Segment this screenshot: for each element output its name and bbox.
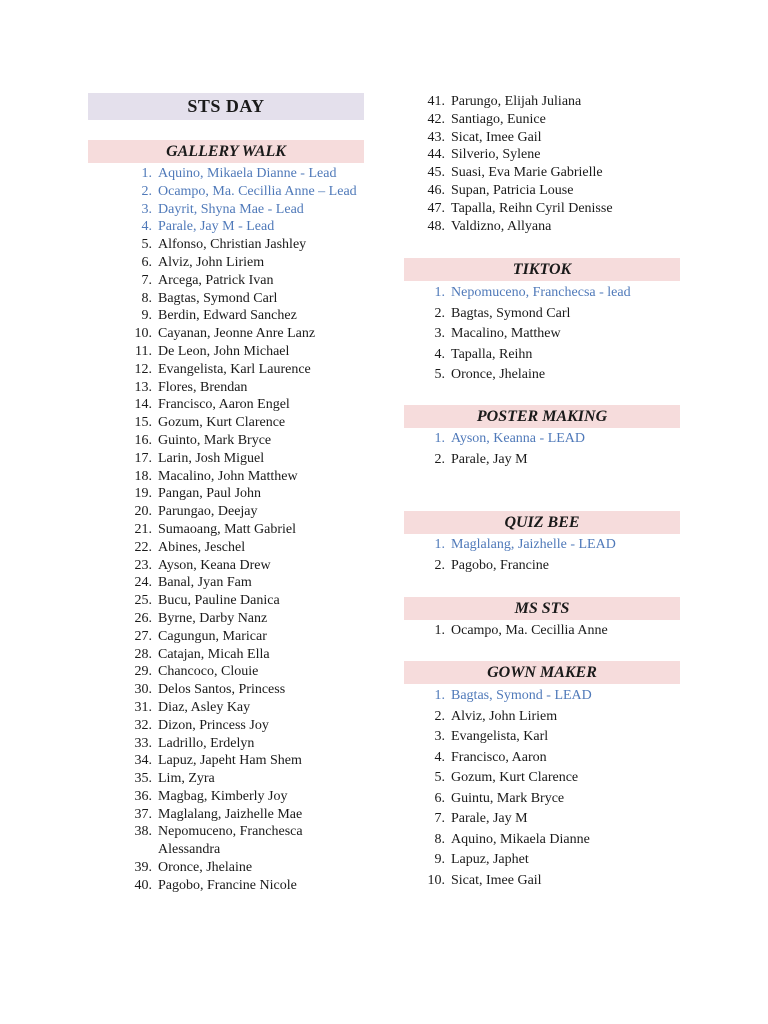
list-item-number: 2. <box>434 305 445 321</box>
list-item-number: 27. <box>134 628 152 644</box>
list-item-number: 2. <box>434 708 445 724</box>
list-item <box>381 365 681 386</box>
list-item-name: Bagtas, Symond Carl <box>451 305 571 321</box>
list-item-name: Ocampo, Ma. Cecillia Anne <box>451 623 608 638</box>
list-item-name: Lapuz, Japeht Ham Shem <box>158 753 302 769</box>
list-item <box>88 379 364 397</box>
list-item <box>88 236 364 254</box>
list-item-name: Sicat, Imee Gail <box>451 129 542 145</box>
list-item-number: 18. <box>134 468 152 484</box>
list-item-name: Ocampo, Ma. Cecillia Anne – Lead <box>158 183 357 199</box>
list-item-number: 5. <box>434 770 445 785</box>
list-item-number: 42. <box>427 111 445 127</box>
list-item <box>88 752 364 770</box>
list-item <box>88 307 364 325</box>
list-item <box>381 345 681 366</box>
list-item <box>88 272 364 290</box>
list-item-number: 24. <box>134 575 152 591</box>
list-item-name: Lim, Zyra <box>158 771 215 787</box>
list-item-name: Larin, Josh Miguel <box>158 450 265 466</box>
list-item-number: 3. <box>434 729 445 744</box>
list-item-number: 1. <box>434 688 445 703</box>
list-item-name: Abines, Jeschel <box>158 539 246 555</box>
list-item <box>381 146 681 164</box>
list-item-name: De Leon, John Michael <box>158 343 290 359</box>
list-item-number: 6. <box>434 790 445 806</box>
list-item-number: 22. <box>134 539 152 555</box>
list-item-number: 5. <box>141 237 152 253</box>
list-item-name: Magbag, Kimberly Joy <box>158 788 288 804</box>
list-item <box>381 809 681 830</box>
list-item-number: 16. <box>134 432 152 448</box>
list-item-number: 44. <box>427 147 445 163</box>
list-item-name: Pangan, Paul John <box>158 486 262 502</box>
list-item-number: 35. <box>134 771 152 787</box>
list-item-name: Valdizno, Allyana <box>451 218 552 234</box>
list-item-name: Tapalla, Reihn <box>451 346 533 362</box>
list-item-number: 2. <box>141 183 152 199</box>
list-item-name: Parale, Jay M <box>451 451 528 467</box>
list-item-number: 1. <box>434 431 445 446</box>
list-item <box>88 361 364 379</box>
list-item-number: 34. <box>134 753 152 769</box>
list-item-number: 46. <box>427 182 445 198</box>
list-item-name: Berdin, Edward Sanchez <box>158 308 297 324</box>
list-item-number: 20. <box>134 504 152 520</box>
section-heading-ms-sts: MS STS <box>404 597 680 620</box>
gallery-walk-list <box>88 165 364 895</box>
list-item-name: Evangelista, Karl Laurence <box>158 361 311 377</box>
list-item-name: Gozum, Kurt Clarence <box>451 770 579 785</box>
list-item-number: 45. <box>427 165 445 181</box>
list-item-name: Bucu, Pauline Danica <box>158 593 280 609</box>
list-item <box>88 254 364 272</box>
list-item-number: 1. <box>434 285 445 300</box>
list-item-name: Cagungun, Maricar <box>158 628 267 644</box>
list-item-number: 15. <box>134 415 152 431</box>
page-title: STS DAY <box>88 93 364 120</box>
list-item-name: Santiago, Eunice <box>451 111 546 127</box>
list-item-name: Alviz, John Liriem <box>451 708 558 724</box>
list-item <box>88 485 364 503</box>
list-item <box>381 686 681 707</box>
list-item-name: Suasi, Eva Marie Gabrielle <box>451 165 603 181</box>
list-item-name: Maglalang, Jaizhelle - LEAD <box>451 537 616 552</box>
list-item-name: Francisco, Aaron Engel <box>158 397 290 413</box>
list-item-name: Oronce, Jhelaine <box>158 860 253 876</box>
list-item-number: 4. <box>434 346 445 362</box>
list-item <box>88 610 364 628</box>
list-item-name: Byrne, Darby Nanz <box>158 610 268 626</box>
list-item <box>381 218 681 236</box>
list-item <box>381 556 681 577</box>
list-item <box>88 646 364 664</box>
list-item-number: 2. <box>434 557 445 573</box>
list-item-name: Catajan, Micah Ella <box>158 646 270 662</box>
list-item <box>88 503 364 521</box>
list-item <box>88 663 364 681</box>
section-heading-tiktok: TIKTOK <box>404 258 680 281</box>
list-item-number: 1. <box>434 623 445 638</box>
list-item-number: 12. <box>134 361 152 377</box>
list-item-number: 40. <box>134 877 152 893</box>
list-item <box>88 574 364 592</box>
list-item <box>88 432 364 450</box>
list-item-number: 31. <box>134 699 152 715</box>
section-heading-poster-making: POSTER MAKING <box>404 405 680 428</box>
list-item <box>88 628 364 646</box>
list-item-number: 39. <box>134 860 152 876</box>
list-item <box>381 283 681 304</box>
list-item <box>88 396 364 414</box>
list-item <box>88 557 364 575</box>
list-item-name: Francisco, Aaron <box>451 749 547 765</box>
list-item-name: Nepomuceno, Franchesca Alessandra <box>158 824 303 858</box>
list-item-name: Bagtas, Symond - LEAD <box>451 688 592 703</box>
list-item-number: 47. <box>427 200 445 216</box>
list-item-name: Flores, Brendan <box>158 379 248 395</box>
list-item-number: 29. <box>134 664 152 680</box>
list-item-name: Pagobo, Francine <box>451 557 549 573</box>
list-item <box>381 304 681 325</box>
list-item-name: Dayrit, Shyna Mae - Lead <box>158 201 304 217</box>
list-item-name: Guinto, Mark Bryce <box>158 432 272 448</box>
list-item-number: 28. <box>134 646 152 662</box>
list-item <box>88 201 364 219</box>
list-item-name: Evangelista, Karl <box>451 729 549 744</box>
list-item <box>88 877 364 895</box>
list-item-name: Maglalang, Jaizhelle Mae <box>158 806 303 822</box>
list-item-name: Diaz, Asley Kay <box>158 699 251 715</box>
list-item-number: 10. <box>134 326 152 342</box>
list-item-name: Silverio, Sylene <box>451 147 541 163</box>
list-item-number: 37. <box>134 806 152 822</box>
list-item-name: Banal, Jyan Fam <box>158 575 252 591</box>
list-item-name: Chancoco, Clouie <box>158 664 259 680</box>
list-item-number: 21. <box>134 521 152 537</box>
list-item <box>88 717 364 735</box>
list-item-number: 11. <box>135 343 152 359</box>
list-item-name: Lapuz, Japhet <box>451 852 529 867</box>
list-item <box>88 823 364 859</box>
list-item-number: 4. <box>434 749 445 765</box>
list-item-name: Macalino, John Matthew <box>158 468 298 484</box>
list-item <box>88 183 364 201</box>
list-item-name: Alfonso, Christian Jashley <box>158 237 307 253</box>
quiz-bee-list <box>381 535 681 576</box>
list-item <box>88 859 364 877</box>
list-item <box>88 521 364 539</box>
list-item <box>381 727 681 748</box>
list-item-number: 33. <box>134 735 152 751</box>
list-item <box>88 592 364 610</box>
list-item <box>381 621 681 642</box>
list-item-name: Oronce, Jhelaine <box>451 367 546 382</box>
list-item-number: 48. <box>427 218 445 234</box>
list-item <box>88 218 364 236</box>
list-item-name: Aquino, Mikaela Dianne - Lead <box>158 166 337 181</box>
list-item-name: Guintu, Mark Bryce <box>451 790 565 806</box>
list-item <box>381 748 681 769</box>
list-item <box>88 539 364 557</box>
list-item <box>88 699 364 717</box>
list-item-name: Sicat, Imee Gail <box>451 872 542 888</box>
list-item <box>88 806 364 824</box>
list-item-number: 3. <box>141 201 152 217</box>
list-item-name: Parungao, Deejay <box>158 504 258 520</box>
section-heading-gown-maker: GOWN MAKER <box>404 661 680 684</box>
list-item-number: 5. <box>434 367 445 382</box>
ms-sts-list <box>381 621 681 642</box>
list-item-name: Sumaoang, Matt Gabriel <box>158 521 297 537</box>
list-item-name: Parungo, Elijah Juliana <box>451 94 582 109</box>
list-item <box>381 324 681 345</box>
list-item-number: 17. <box>134 450 152 466</box>
list-item-name: Cayanan, Jeonne Anre Lanz <box>158 326 316 342</box>
list-item-name: Ayson, Keana Drew <box>158 557 271 573</box>
section-heading-gallery-walk: GALLERY WALK <box>88 140 364 163</box>
list-item-number: 9. <box>434 852 445 867</box>
list-item-name: Tapalla, Reihn Cyril Denisse <box>451 200 613 216</box>
list-item <box>88 770 364 788</box>
list-item-name: Macalino, Matthew <box>451 326 561 341</box>
list-item-name: Delos Santos, Princess <box>158 682 286 698</box>
list-item-name: Arcega, Patrick Ivan <box>158 272 274 288</box>
list-item-name: Alviz, John Liriem <box>158 254 265 270</box>
section-heading-quiz-bee: QUIZ BEE <box>404 511 680 534</box>
list-item <box>381 182 681 200</box>
list-item-number: 4. <box>141 219 152 235</box>
gallery-walk-list-continued <box>381 93 681 235</box>
list-item <box>88 788 364 806</box>
list-item-number: 25. <box>134 593 152 609</box>
list-item <box>381 789 681 810</box>
list-item <box>381 164 681 182</box>
list-item-number: 6. <box>141 254 152 270</box>
list-item-number: 1. <box>434 537 445 552</box>
list-item-number: 41. <box>427 94 445 109</box>
list-item <box>381 429 681 450</box>
list-item <box>381 129 681 147</box>
list-item <box>88 414 364 432</box>
list-item-number: 36. <box>134 788 152 804</box>
list-item <box>88 468 364 486</box>
list-item-number: 1. <box>141 166 152 181</box>
list-item-number: 26. <box>134 610 152 626</box>
list-item-number: 7. <box>434 811 445 826</box>
list-item-number: 3. <box>434 326 445 341</box>
list-item <box>88 165 364 183</box>
list-item <box>381 93 681 111</box>
list-item-number: 10. <box>427 872 445 888</box>
list-item-name: Ladrillo, Erdelyn <box>158 735 255 751</box>
list-item-number: 23. <box>134 557 152 573</box>
list-item <box>381 707 681 728</box>
list-item-name: Supan, Patricia Louse <box>451 182 574 198</box>
list-item-number: 32. <box>134 717 152 733</box>
list-item <box>381 768 681 789</box>
list-item-number: 9. <box>141 308 152 324</box>
list-item-number: 19. <box>134 486 152 502</box>
list-item-name: Nepomuceno, Franchecsa - lead <box>451 285 631 300</box>
tiktok-list <box>381 283 681 386</box>
list-item <box>381 200 681 218</box>
list-item-number: 43. <box>427 129 445 145</box>
list-item-number: 14. <box>134 397 152 413</box>
list-item <box>88 450 364 468</box>
list-item <box>381 535 681 556</box>
list-item <box>88 343 364 361</box>
list-item-number: 13. <box>134 379 152 395</box>
list-item <box>88 735 364 753</box>
list-item-name: Ayson, Keanna - LEAD <box>451 431 586 446</box>
list-item <box>381 111 681 129</box>
list-item-number: 8. <box>434 831 445 847</box>
list-item <box>88 325 364 343</box>
list-item <box>381 830 681 851</box>
list-item-number: 8. <box>141 290 152 306</box>
list-item-name: Parale, Jay M <box>451 811 528 826</box>
list-item <box>381 871 681 892</box>
list-item-name: Parale, Jay M - Lead <box>158 219 275 235</box>
list-item <box>381 850 681 871</box>
list-item-number: 38. <box>134 824 152 840</box>
list-item <box>88 681 364 699</box>
poster-making-list <box>381 429 681 470</box>
list-item-name: Bagtas, Symond Carl <box>158 290 278 306</box>
list-item-number: 2. <box>434 451 445 467</box>
list-item-number: 7. <box>141 272 152 288</box>
list-item-name: Aquino, Mikaela Dianne <box>451 831 590 847</box>
list-item-name: Gozum, Kurt Clarence <box>158 415 286 431</box>
list-item <box>381 450 681 471</box>
list-item-number: 30. <box>134 682 152 698</box>
list-item <box>88 290 364 308</box>
list-item-name: Pagobo, Francine Nicole <box>158 877 297 893</box>
gown-maker-list <box>381 686 681 891</box>
list-item-name: Dizon, Princess Joy <box>158 717 269 733</box>
